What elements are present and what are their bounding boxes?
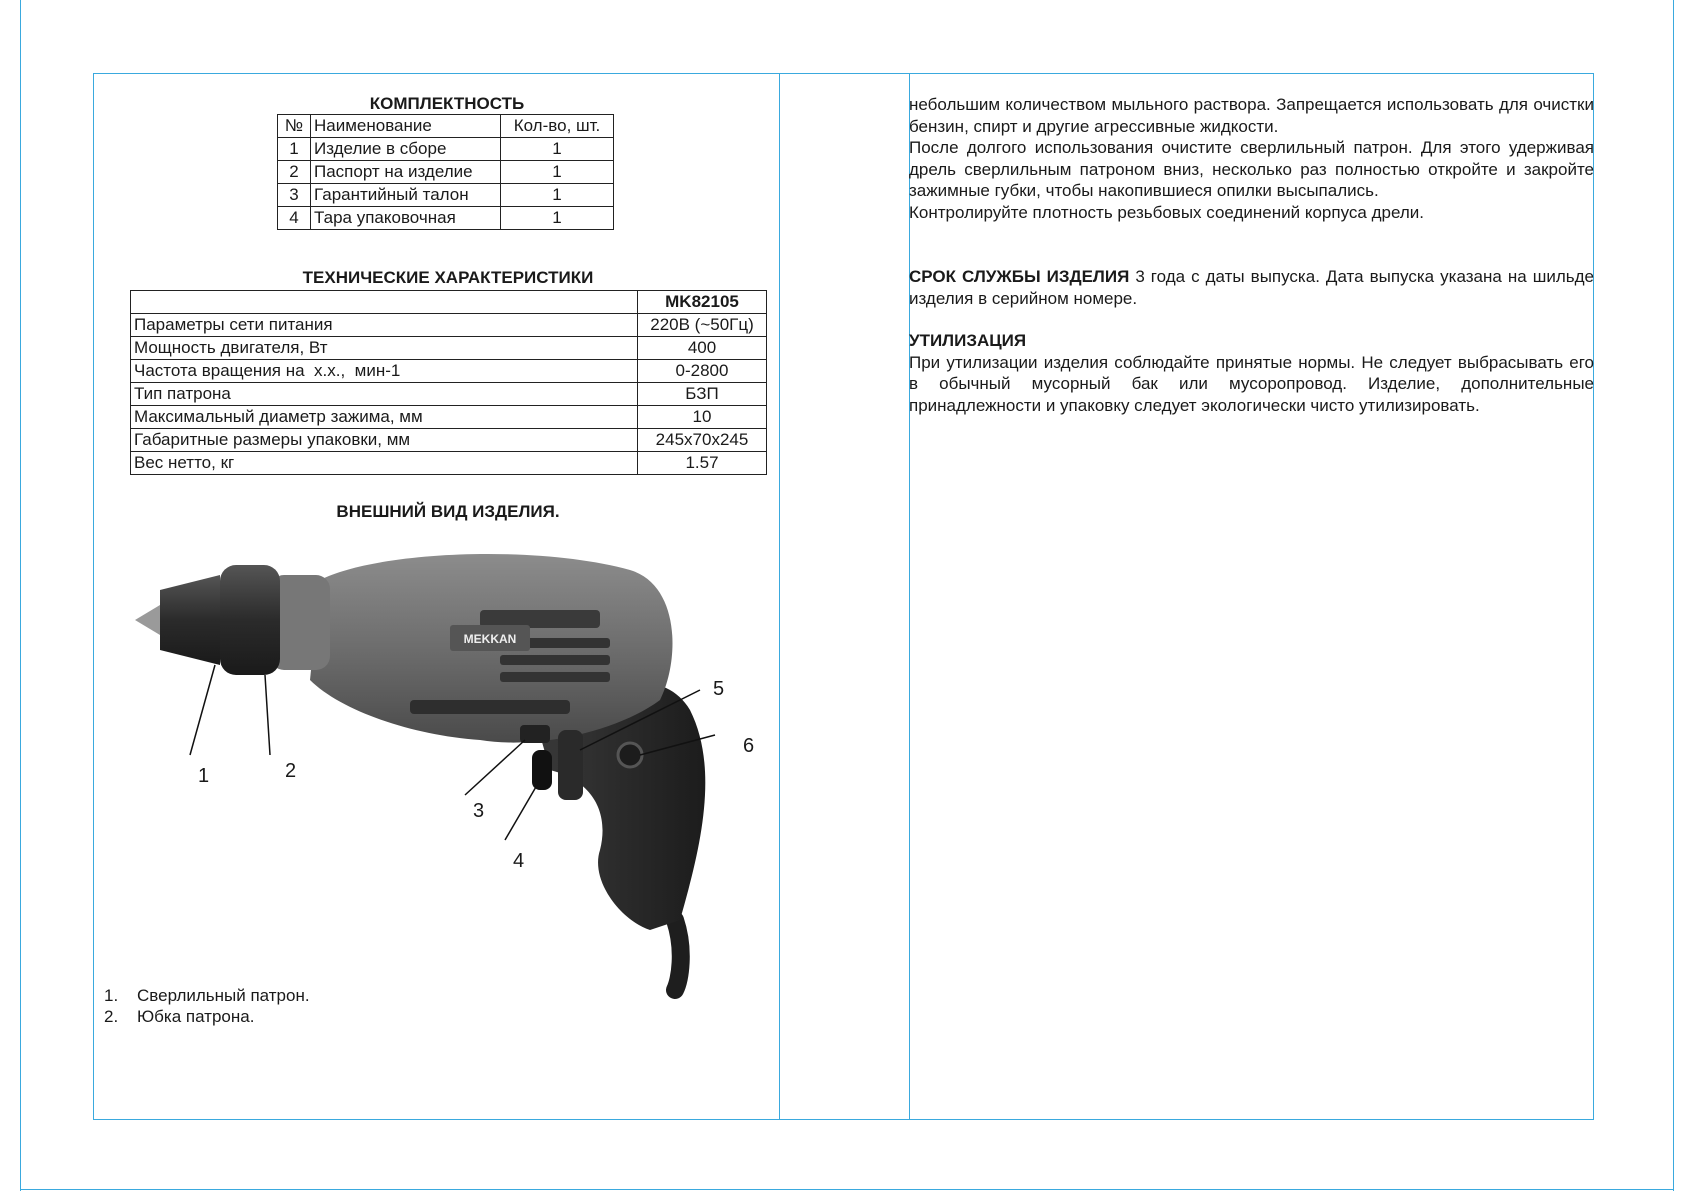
table-row <box>278 184 614 207</box>
legend-text: Сверлильный патрон. <box>137 986 310 1005</box>
spec-value: 1.57 <box>638 452 767 475</box>
kit-cell-num: 4 <box>278 207 311 230</box>
kit-cell-qty: 1 <box>501 138 614 161</box>
legend-item <box>104 1006 310 1027</box>
leader-line-2 <box>265 675 270 755</box>
reverse-switch <box>618 743 642 767</box>
kit-cell-qty: 1 <box>501 161 614 184</box>
spec-value: 400 <box>638 337 767 360</box>
drill-chuck <box>160 575 220 665</box>
kit-col-name: Наименование <box>311 115 501 138</box>
table-row <box>131 314 767 337</box>
kit-cell-name: Тара упаковочная <box>311 207 501 230</box>
leader-line-1 <box>190 665 215 755</box>
maintenance-p2: После долгого использования очистите сверлильный патрон. Для этого удерживая дрель сверлильным патроном вниз, несколько раз полностью откройте и закройте зажимные губки, чтобы накопившиеся опилки высыпались. <box>909 138 1594 200</box>
table-row <box>131 337 767 360</box>
disposal-text: При утилизации изделия соблюдайте принятые нормы. Не следует выбрасывать его в обычный мусорный бак или мусоропровод. Изделие, дополнительные принадлежности и упаковку следует экологически чисто утилизировать. <box>909 352 1594 415</box>
legend-text: Юбка патрона. <box>137 1007 255 1026</box>
kit-cell-qty: 1 <box>501 184 614 207</box>
kit-cell-num: 1 <box>278 138 311 161</box>
callout-1: 1 <box>198 765 210 787</box>
disposal-title: УТИЛИЗАЦИЯ <box>909 331 1027 350</box>
legend-item <box>104 985 310 1006</box>
specs-col-param <box>131 291 638 314</box>
specs-model: MK82105 <box>638 291 767 314</box>
spec-param: Габаритные размеры упаковки, мм <box>131 429 638 452</box>
power-cord <box>675 920 681 990</box>
spec-param: Вес нетто, кг <box>131 452 638 475</box>
service-life-label: СРОК СЛУЖБЫ ИЗДЕЛИЯ <box>909 267 1130 286</box>
table-row <box>278 207 614 230</box>
specs-title: ТЕХНИЧЕСКИЕ ХАРАКТЕРИСТИКИ <box>302 268 594 287</box>
spec-value: 220В (~50Гц) <box>638 314 767 337</box>
leader-line-4 <box>505 780 540 840</box>
page-edge-bottom <box>20 1189 1674 1190</box>
column-divider-right <box>909 73 910 1120</box>
callout-3: 3 <box>473 800 485 822</box>
chuck-skirt <box>220 565 280 675</box>
table-row <box>131 429 767 452</box>
spec-param: Частота вращения на х.х., мин-1 <box>131 360 638 383</box>
legend-num: 1. <box>104 986 119 1005</box>
kit-cell-name: Гарантийный талон <box>311 184 501 207</box>
page-edge-right <box>1673 0 1674 1191</box>
callout-5: 5 <box>713 678 725 700</box>
table-row <box>131 452 767 475</box>
kit-col-qty: Кол-во, шт. <box>501 115 614 138</box>
table-header-row <box>278 115 614 138</box>
spec-param: Тип патрона <box>131 383 638 406</box>
table-header-row <box>131 291 767 314</box>
vent <box>500 655 610 665</box>
callout-2: 2 <box>285 760 297 782</box>
disposal-section <box>909 330 1594 416</box>
column-divider-left <box>779 73 780 1120</box>
page-edge-left <box>20 0 21 1191</box>
table-row <box>131 406 767 429</box>
table-row <box>131 383 767 406</box>
service-life-text: 3 года с даты выпуска. Дата выпуска указана на шильде изделия в серийном номере. <box>909 267 1594 308</box>
callout-4: 4 <box>513 850 525 872</box>
legend-num: 2. <box>104 1007 119 1026</box>
leader-line-3 <box>465 740 525 795</box>
spec-param: Максимальный диаметр зажима, мм <box>131 406 638 429</box>
table-row <box>131 360 767 383</box>
spec-param: Мощность двигателя, Вт <box>131 337 638 360</box>
table-row <box>278 138 614 161</box>
vent <box>410 700 570 714</box>
callout-6: 6 <box>743 735 755 757</box>
vent <box>500 672 610 682</box>
spec-value: 0-2800 <box>638 360 767 383</box>
maintenance-p1: небольшим количеством мыльного раствора. Запрещается использовать для очистки бензин, спирт и другие агрессивные жидкости. <box>909 95 1594 136</box>
kit-title: КОМПЛЕКТНОСТЬ <box>369 94 525 113</box>
brand-logo: MEKKAN <box>463 632 517 646</box>
kit-cell-num: 3 <box>278 184 311 207</box>
trigger <box>558 730 583 800</box>
maintenance-p3: Контролируйте плотность резьбовых соединений корпуса дрели. <box>909 202 1424 222</box>
parts-legend <box>104 985 310 1027</box>
kit-cell-num: 2 <box>278 161 311 184</box>
spec-param: Параметры сети питания <box>131 314 638 337</box>
spec-value: БЗП <box>638 383 767 406</box>
kit-cell-name: Паспорт на изделие <box>311 161 501 184</box>
kit-cell-qty: 1 <box>501 207 614 230</box>
kit-table <box>277 114 614 230</box>
spec-value: 245х70х245 <box>638 429 767 452</box>
kit-col-num: № <box>278 115 311 138</box>
table-row <box>278 161 614 184</box>
drill-illustration <box>120 550 760 1000</box>
appearance-title: ВНЕШНИЙ ВИД ИЗДЕЛИЯ. <box>336 502 560 521</box>
specs-table <box>130 290 767 475</box>
maintenance-text <box>909 94 1594 223</box>
kit-cell-name: Изделие в сборе <box>311 138 501 161</box>
chuck-jaws <box>135 605 160 635</box>
spec-value: 10 <box>638 406 767 429</box>
service-life-section <box>909 266 1594 309</box>
speed-wheel <box>532 750 552 790</box>
